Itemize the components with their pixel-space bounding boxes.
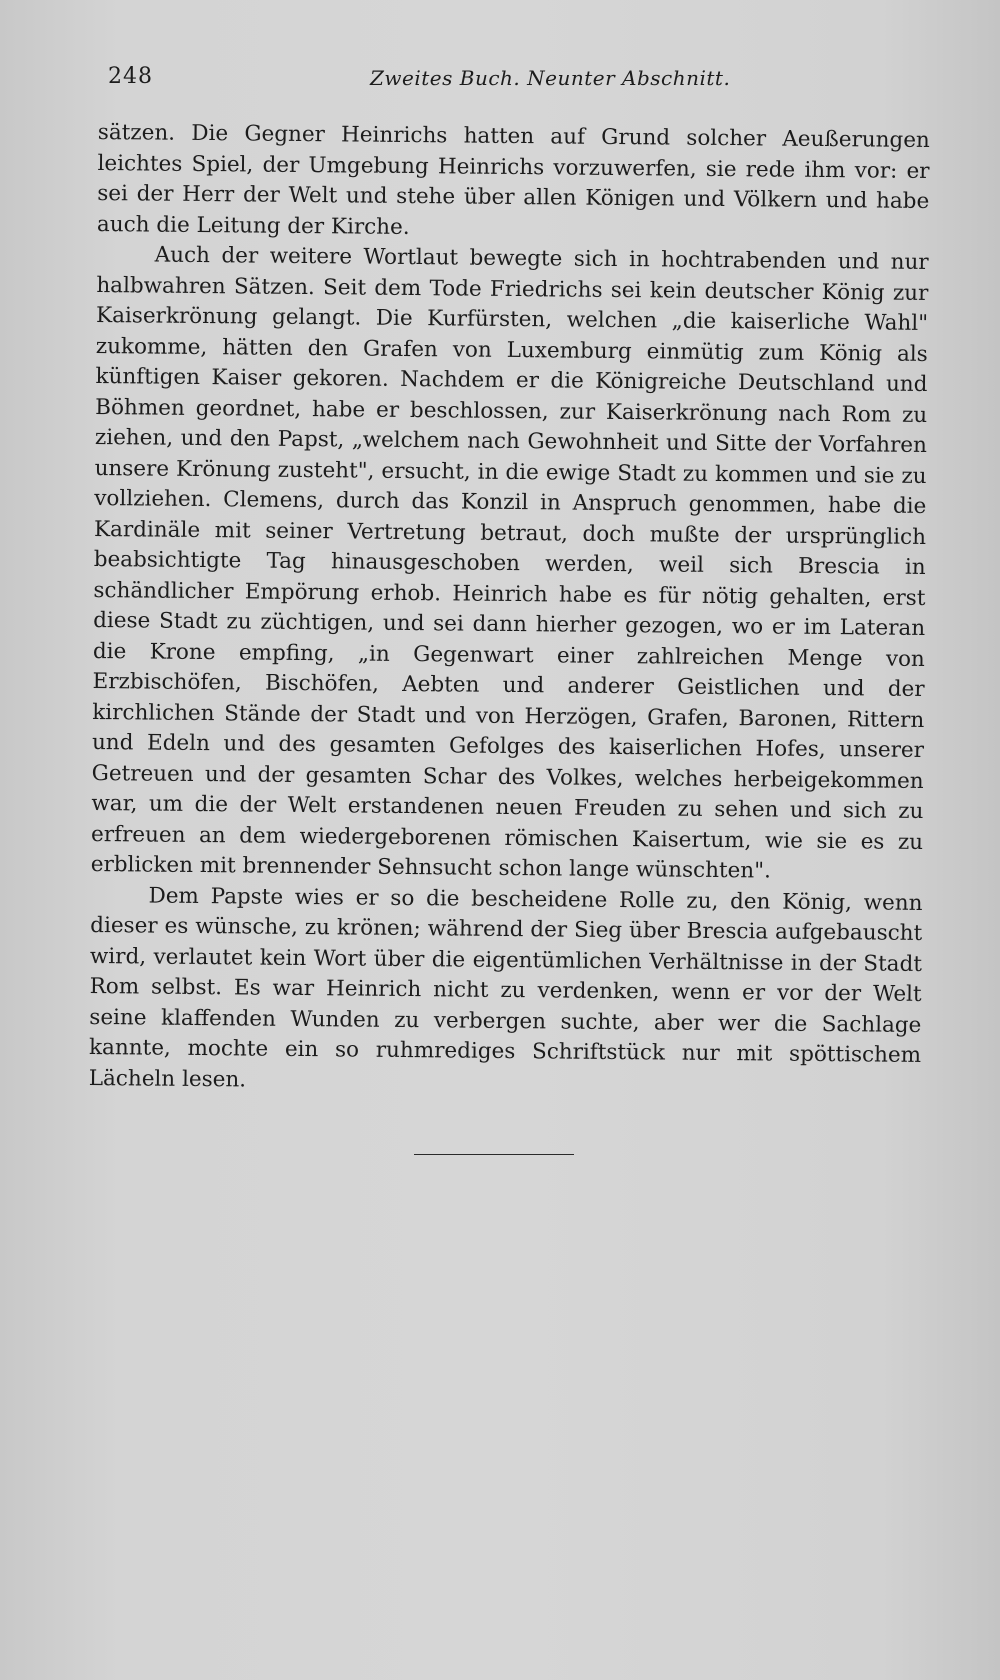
paragraph-2: Auch der weitere Wortlaut bewegte sich in hochtrabenden und nur halbwahren Sätzen. Seit dem Tode Friedrichs sei kein deutscher König zur Kaiserkrönung gelangt. Die Kurfürsten, welchen „die kaiserliche Wahl" zukomme, hätten den Grafen von Luxemburg einmütig zum König als künftigen Kaiser gekoren. Nachdem er die Königreiche Deutschland und Böhmen geordnet, habe er beschlossen, zur Kaiserkrönung nach Rom zu ziehen, und den Papst, „welchem nach Gewohnheit und Sitte der Vorfahren unsere Krönung zusteht", ersucht, in die ewige Stadt zu kommen und sie zu vollziehen. Clemens, durch das Konzil in Anspruch genommen, habe die Kardinäle mit seiner Vertretung betraut, doch mußte der ursprünglich beabsichtigte Tag hinausgeschoben werden, weil sich Brescia in schändlicher Empörung erhob. Heinrich habe es für nötig gehalten, erst diese Stadt zu züchtigen, und sei dann hierher gezogen, wo er im Lateran die Krone empfing, „in Gegenwart einer zahlreichen Menge von Erzbischöfen, Bischöfen, Aebten und anderer Geistlichen und der kirchlichen Stände der Stadt und von Herzögen, Grafen, Baronen, Rittern und Edeln und des gesamten Gefolges des kaiserlichen Hofes, unserer Getreuen und der gesamten Schar des Volkes, welches herbeigekommen war, um die der Welt erstandenen neuen Freuden zu sehen und sich zu erfreuen an dem wiedergeborenen römischen Kaisertum, wie sie es zu erblicken mit brennender Sehnsucht schon lange wünschten". <box>90 242 929 884</box>
chapter-title: Zweites Buch. Neunter Abschnitt. <box>370 66 731 90</box>
paragraph-3: Dem Papste wies er so die bescheidene Rolle zu, den König, wenn dieser es wünsche, zu krönen; während der Sieg über Brescia aufgebauscht wird, verlautet kein Wort über die eigentümlichen Verhältnisse in der Stadt Rom selbst. Es war Heinrich nicht zu verdenken, wenn er vor der Welt seine klaffenden Wunden zu verbergen suchte, aber wer die Sachlage kannte, mochte ein so ruhmrediges Schriftstück nur mit spöttischem Lächeln lesen. <box>88 883 923 1092</box>
page-number: 248 <box>108 64 153 89</box>
paragraph-1: sätzen. Die Gegner Heinrichs hatten auf Grund solcher Aeußerungen leichtes Spiel, der Umgebung Heinrichs vorzuwerfen, sie rede ihm vor: er sei der Herr der Welt und stehe über allen Königen und Völkern und habe auch die Leitung der Kirche. <box>96 119 930 240</box>
section-end-rule <box>414 1154 574 1155</box>
body-text <box>89 118 930 1102</box>
running-head <box>108 64 928 94</box>
